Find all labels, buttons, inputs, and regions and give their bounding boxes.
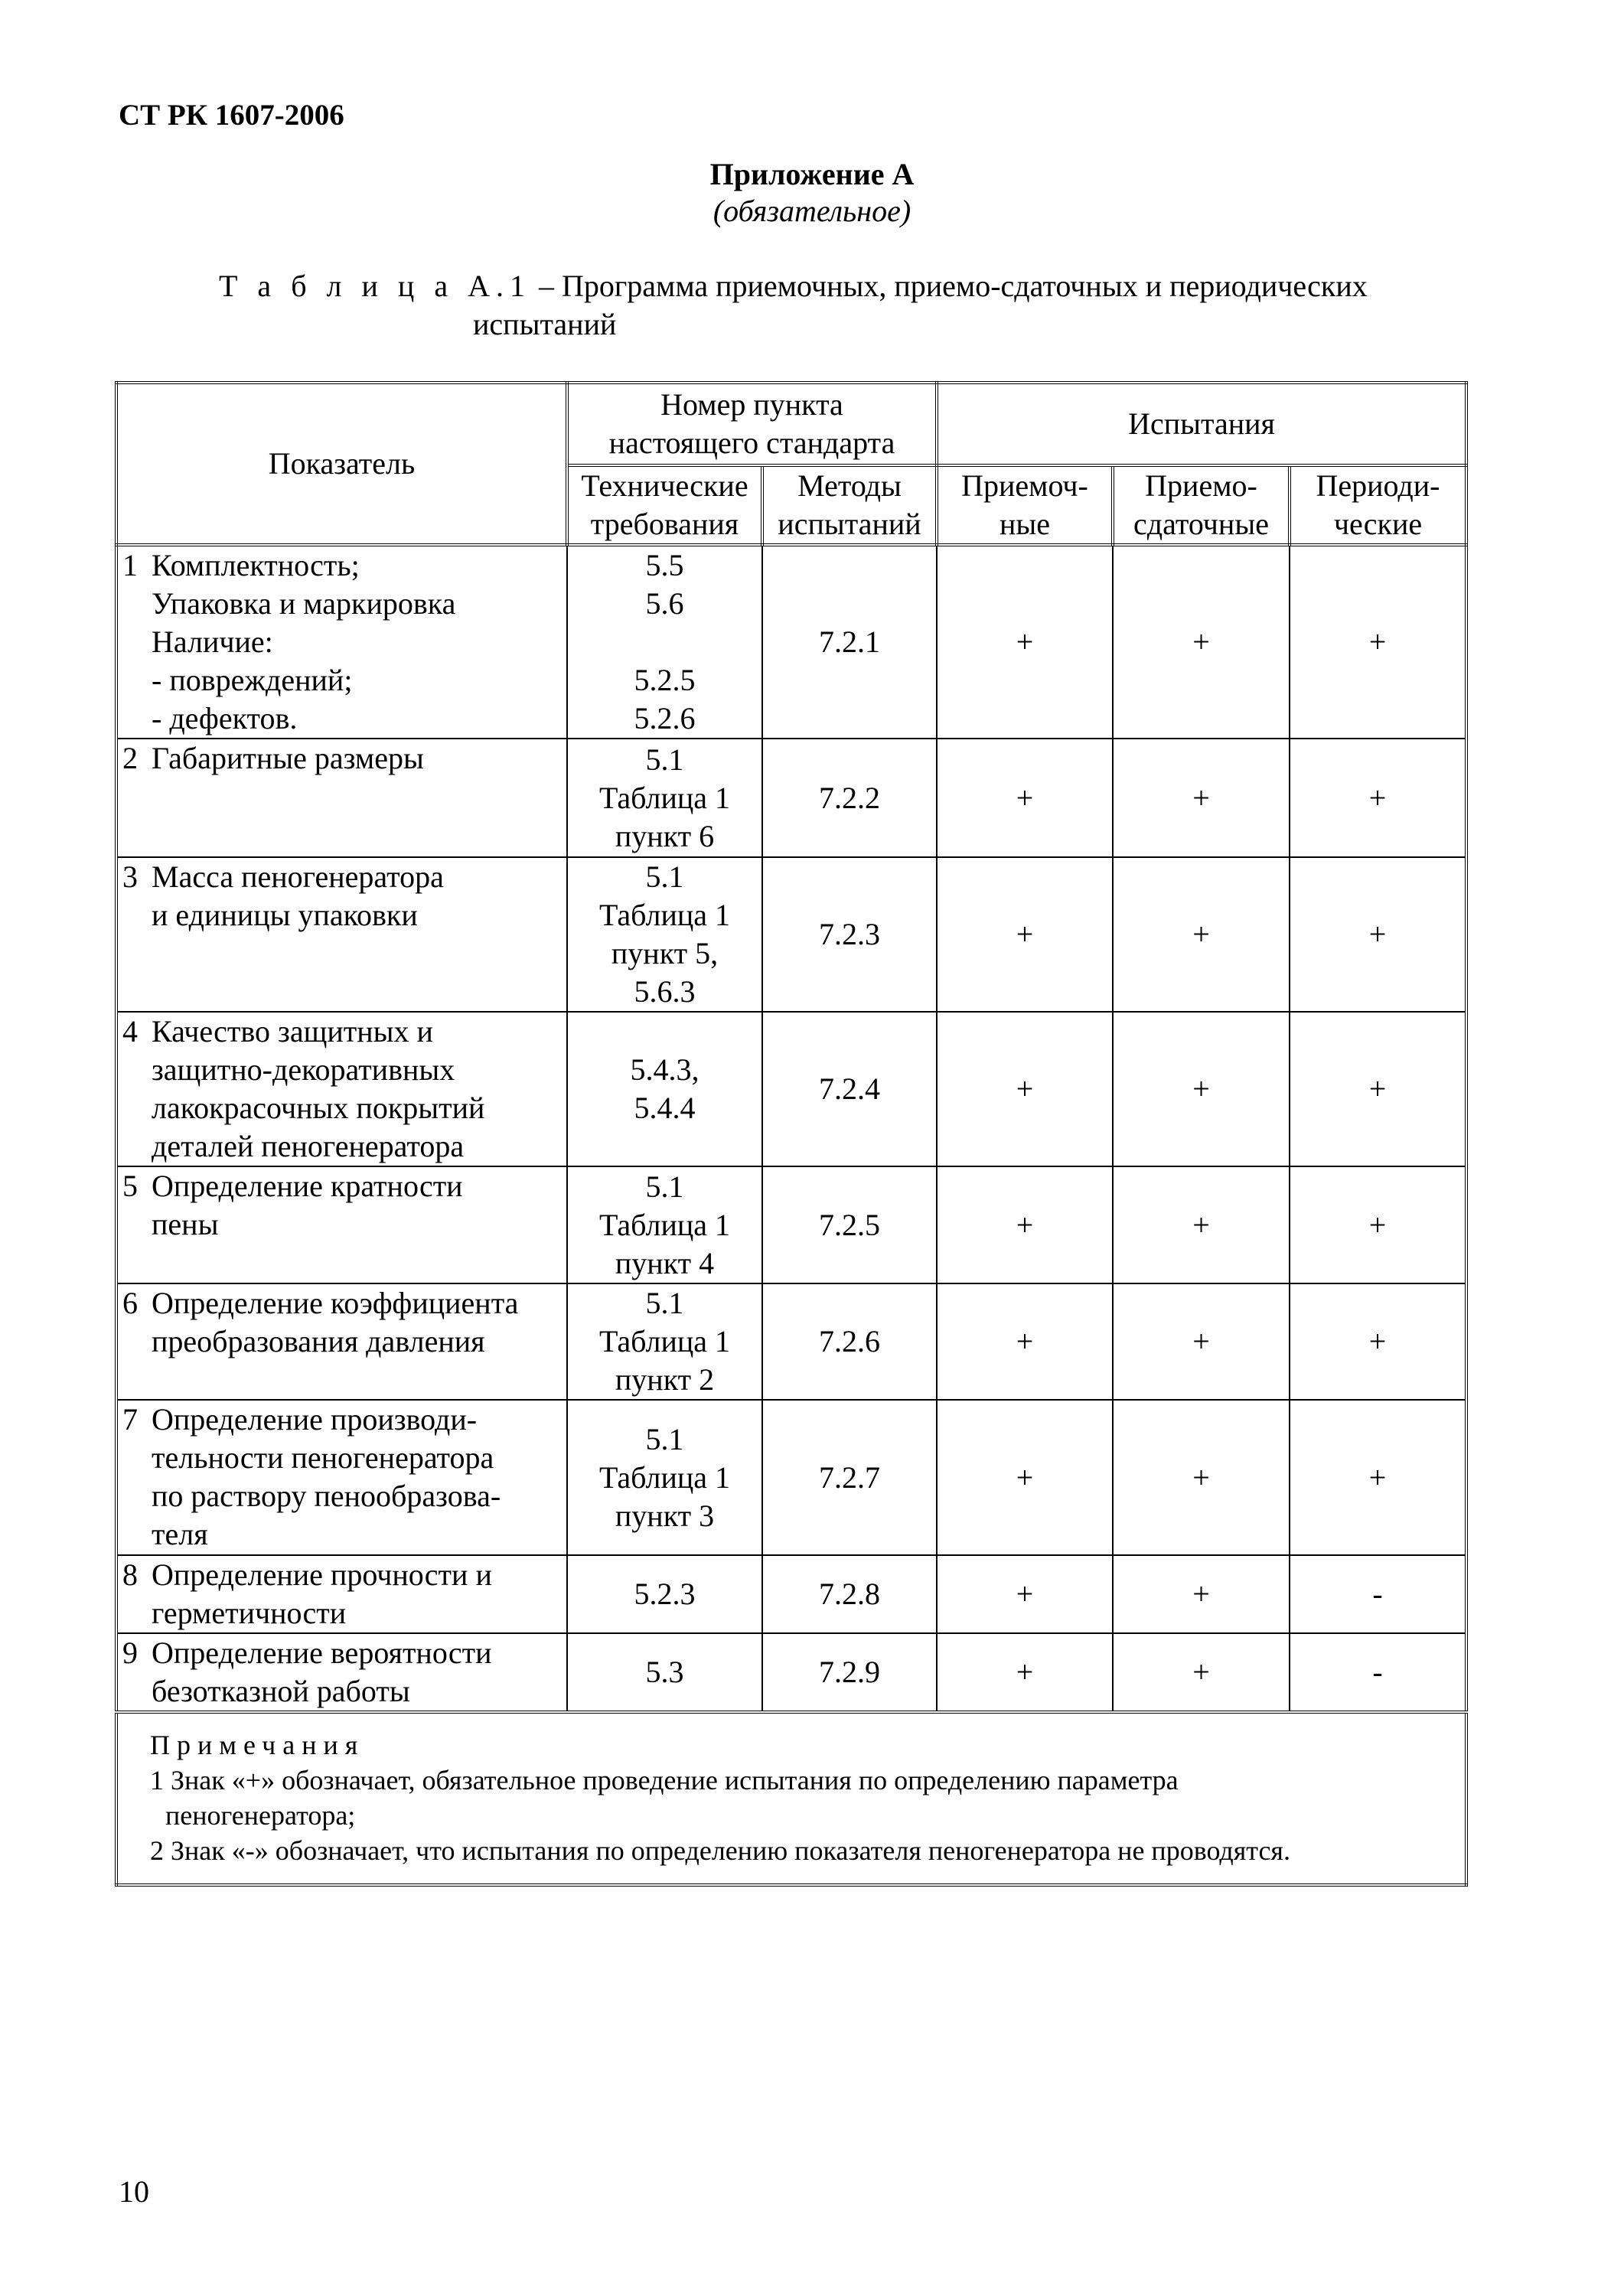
method-cell: 7.2.9 [762,1633,937,1712]
indicator-cell: 6 Определение коэффициента преобразования давления [116,1283,567,1400]
table-row [116,545,1466,739]
periodic-cell: + [1290,545,1466,739]
tech-req-cell: 5.4.3, 5.4.4 [567,1012,762,1166]
periodic-cell: + [1290,1400,1466,1555]
note-2: 2 Знак «-» обозначает, что испытания по определению показателя пеногенератора не проводятся. [150,1835,1290,1866]
indicator-cell: 8 Определение прочности и герметичности [116,1555,567,1633]
tech-req-cell: 5.1 Таблица 1 пункт 2 [567,1283,762,1400]
notes-row [116,1712,1466,1885]
delivery-cell: + [1113,1283,1290,1400]
table-row [116,1166,1466,1283]
indicator-cell: 2 Габаритные размеры [116,739,567,857]
tech-req-cell: 5.5 5.6 5.2.5 5.2.6 [567,545,762,739]
table-row [116,1283,1466,1400]
table-caption-continuation: испытаний [473,307,617,341]
row-number: 2 [122,741,138,775]
row-number: 8 [122,1557,138,1592]
method-cell: 7.2.8 [762,1555,937,1633]
acceptance-cell: + [937,1283,1113,1400]
delivery-cell: + [1113,1555,1290,1633]
acceptance-cell: + [937,1166,1113,1283]
row-number: 4 [122,1014,138,1049]
acceptance-cell: + [937,857,1113,1012]
method-cell: 7.2.3 [762,857,937,1012]
tech-req-cell: 5.2.3 [567,1555,762,1633]
delivery-cell: + [1113,1400,1290,1555]
header-indicator: Показатель [116,383,567,545]
table-row [116,1012,1466,1166]
appendix-status: (обязательное) [713,194,911,228]
row-number: 6 [122,1286,138,1320]
method-cell: 7.2.5 [762,1166,937,1283]
delivery-cell: + [1113,1633,1290,1712]
periodic-cell: - [1290,1633,1466,1712]
header-clause-group: Номер пункта настоящего стандарта [567,383,937,465]
document-code: СТ РК 1607-2006 [119,99,344,132]
row-number: 9 [122,1636,138,1670]
caption-prefix: Т а б л и ц а А.1 [219,269,531,303]
tech-req-cell: 5.1 Таблица 1 пункт 5, 5.6.3 [567,857,762,1012]
acceptance-cell: + [937,1555,1113,1633]
test-program-table [115,381,1468,1887]
periodic-cell: + [1290,1166,1466,1283]
header-periodic: Периоди- ческие [1290,465,1466,545]
periodic-cell: + [1290,857,1466,1012]
method-cell: 7.2.4 [762,1012,937,1166]
page-number: 10 [119,2174,149,2209]
tech-req-cell: 5.3 [567,1633,762,1712]
indicator-cell: 4 Качество защитных и защитно-декоративных лакокрасочных покрытий деталей пеногенератора [116,1012,567,1166]
table-row [116,739,1466,857]
header-acceptance: Приемоч- ные [937,465,1113,545]
tech-req-cell: 5.1 Таблица 1 пункт 3 [567,1400,762,1555]
acceptance-cell: + [937,1633,1113,1712]
table-caption [219,268,1368,304]
header-delivery: Приемо- сдаточные [1113,465,1290,545]
tech-req-cell: 5.1 Таблица 1 пункт 6 [567,739,762,857]
note-1-continuation: пеногенератора; [165,1800,356,1831]
acceptance-cell: + [937,1012,1113,1166]
acceptance-cell: + [937,545,1113,739]
table-row [116,1400,1466,1555]
periodic-cell: - [1290,1555,1466,1633]
method-cell: 7.2.2 [762,739,937,857]
indicator-cell: 9 Определение вероятности безотказной работы [116,1633,567,1712]
indicator-cell: 5 Определение кратности пены [116,1166,567,1283]
delivery-cell: + [1113,545,1290,739]
method-cell: 7.2.7 [762,1400,937,1555]
indicator-cell: 3 Масса пеногенератора и единицы упаковки [116,857,567,1012]
notes [116,1712,1466,1885]
row-number: 5 [122,1169,138,1203]
delivery-cell: + [1113,1012,1290,1166]
method-cell: 7.2.6 [762,1283,937,1400]
table-row [116,857,1466,1012]
indicator-cell: 1 Комплектность; Упаковка и маркировка Наличие: - повреждений; - дефектов. [116,545,567,739]
row-number: 3 [122,859,138,894]
table-row [116,1633,1466,1712]
periodic-cell: + [1290,739,1466,857]
notes-title: Примечания [150,1730,365,1760]
row-number: 7 [122,1402,138,1437]
indicator-cell: 7 Определение производи- тельности пеногенератора по раствору пенообразова- теля [116,1400,567,1555]
periodic-cell: + [1290,1283,1466,1400]
method-cell: 7.2.1 [762,545,937,739]
delivery-cell: + [1113,857,1290,1012]
header-methods: Методы испытаний [762,465,937,545]
table-row [116,1555,1466,1633]
header-tech-req: Технические требования [567,465,762,545]
note-1: 1 Знак «+» обозначает, обязательное проведение испытания по определению параметра [150,1765,1179,1795]
caption-text: – Программа приемочных, приемо-сдаточных и периодических [530,269,1368,303]
delivery-cell: + [1113,739,1290,857]
periodic-cell: + [1290,1012,1466,1166]
tech-req-cell: 5.1 Таблица 1 пункт 4 [567,1166,762,1283]
delivery-cell: + [1113,1166,1290,1283]
appendix-title: Приложение А [709,157,915,191]
header-tests-group: Испытания [937,383,1466,465]
row-number: 1 [122,548,138,582]
acceptance-cell: + [937,739,1113,857]
acceptance-cell: + [937,1400,1113,1555]
